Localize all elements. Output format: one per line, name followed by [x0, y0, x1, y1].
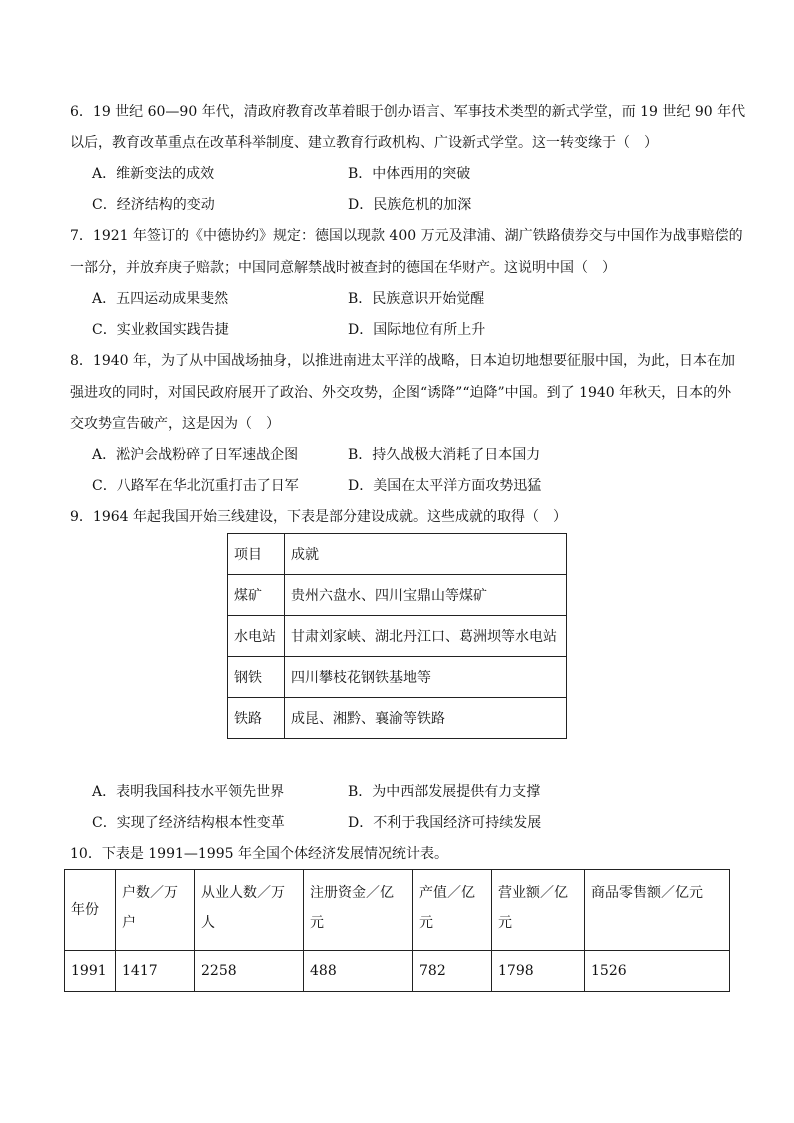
table-cell: 2258: [195, 951, 304, 992]
q8-option-b[interactable]: B．持久战极大消耗了日本国力: [348, 447, 541, 463]
q8-stem-line1: 8．1940 年，为了从中国战场抽身，以推进南进太平洋的战略，日本迫切地想要征服中国，为此，日本在加: [70, 353, 735, 369]
q9-table: [227, 533, 567, 739]
table-header-cell: 营业额／亿元: [492, 870, 585, 951]
q7-option-c[interactable]: C．实业救国实践告捷: [92, 322, 229, 338]
table-header-row: [228, 534, 567, 575]
q8-option-a[interactable]: A．淞沪会战粉碎了日军速战企图: [92, 447, 299, 463]
table-cell: 甘肃刘家峡、湖北丹江口、葛洲坝等水电站: [285, 616, 567, 657]
q7-stem-line1: 7．1921 年签订的《中德协约》规定：德国以现款 400 万元及津浦、湖广铁路债券交与中国作为战事赔偿的: [70, 228, 743, 244]
table-row: [228, 575, 567, 616]
table-cell: 贵州六盘水、四川宝鼎山等煤矿: [285, 575, 567, 616]
table-header-cell: 从业人数／万人: [195, 870, 304, 951]
table-header-cell: 户数／万户: [116, 870, 195, 951]
table-cell: 782: [413, 951, 492, 992]
q8-stem-line2: 强进攻的同时，对国民政府展开了政治、外交攻势，企图“诱降”“迫降”中国。到了 1940 年秋天，日本的外: [70, 385, 732, 401]
table-header-cell: 注册资金／亿元: [304, 870, 413, 951]
q9-option-c[interactable]: C．实现了经济结构根本性变革: [92, 815, 285, 831]
table-cell: 铁路: [228, 698, 285, 739]
table-cell: 水电站: [228, 616, 285, 657]
table-cell: 钢铁: [228, 657, 285, 698]
table-header-cell: 项目: [228, 534, 285, 575]
table-cell: 488: [304, 951, 413, 992]
q6-option-b[interactable]: B．中体西用的突破: [348, 166, 471, 182]
q10-table: [64, 869, 730, 992]
q6-stem-line1: 6．19 世纪 60—90 年代，清政府教育改革着眼于创办语言、军事技术类型的新式学堂，而 19 世纪 90 年代: [70, 104, 746, 120]
table-row: [228, 616, 567, 657]
q6-option-c[interactable]: C．经济结构的变动: [92, 197, 215, 213]
q9-option-d[interactable]: D．不利于我国经济可持续发展: [348, 815, 542, 831]
table-cell: 1417: [116, 951, 195, 992]
table-row: [228, 657, 567, 698]
q9-option-b[interactable]: B．为中西部发展提供有力支撑: [348, 784, 541, 800]
q6-option-d[interactable]: D．民族危机的加深: [348, 197, 472, 213]
table-row: [228, 698, 567, 739]
table-cell: 1798: [492, 951, 585, 992]
table-cell: 1526: [585, 951, 730, 992]
q7-stem-line2: 一部分，并放弃庚子赔款；中国同意解禁战时被查封的德国在华财产。这说明中国（ ）: [70, 260, 616, 276]
q7-option-d[interactable]: D．国际地位有所上升: [348, 322, 486, 338]
table-cell: 成昆、湘黔、襄渝等铁路: [285, 698, 567, 739]
table-row: [65, 951, 730, 992]
table-header-cell: 产值／亿元: [413, 870, 492, 951]
table-header-cell: 成就: [285, 534, 567, 575]
q8-option-c[interactable]: C．八路军在华北沉重打击了日军: [92, 478, 299, 494]
table-header-cell: 年份: [65, 870, 116, 951]
q10-stem: 10．下表是 1991—1995 年全国个体经济发展情况统计表。: [70, 846, 448, 862]
q9-stem: 9．1964 年起我国开始三线建设，下表是部分建设成就。这些成就的取得（ ）: [70, 509, 567, 525]
q9-option-a[interactable]: A．表明我国科技水平领先世界: [92, 784, 285, 800]
table-header-cell: 商品零售额／亿元: [585, 870, 730, 951]
q7-option-a[interactable]: A．五四运动成果斐然: [92, 291, 229, 307]
table-cell: 1991: [65, 951, 116, 992]
q6-option-a[interactable]: A．维新变法的成效: [92, 166, 215, 182]
q6-stem-line2: 以后，教育改革重点在改革科举制度、建立教育行政机构、广设新式学堂。这一转变缘于（ ）: [70, 135, 658, 151]
table-cell: 四川攀枝花钢铁基地等: [285, 657, 567, 698]
q8-stem-line3: 交攻势宣告破产，这是因为（ ）: [70, 416, 280, 432]
q8-option-d[interactable]: D．美国在太平洋方面攻势迅猛: [348, 478, 542, 494]
q7-option-b[interactable]: B．民族意识开始觉醒: [348, 291, 485, 307]
table-header-row: [65, 870, 730, 951]
table-cell: 煤矿: [228, 575, 285, 616]
